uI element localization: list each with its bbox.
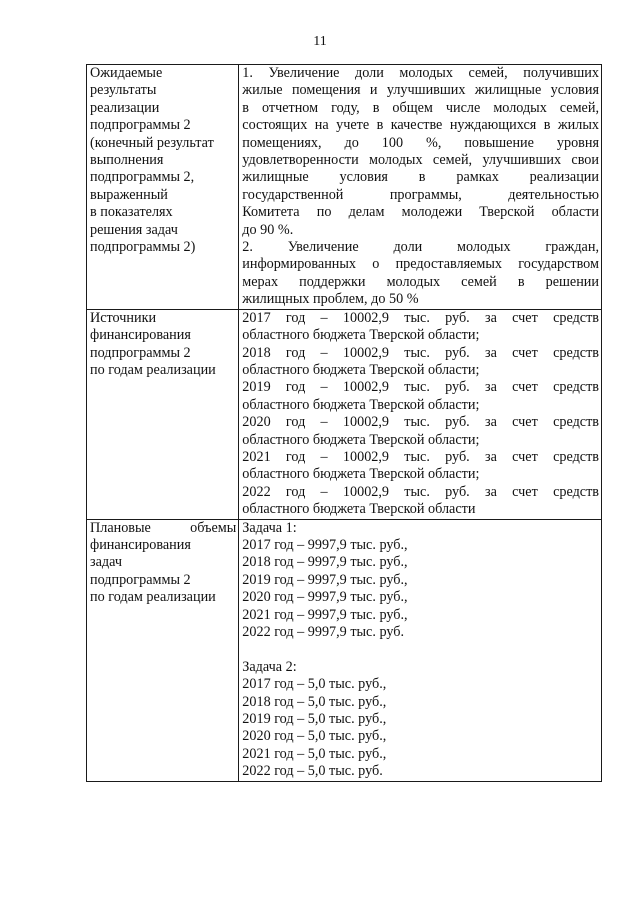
funding-source-line: областного бюджета Тверской области; [242, 361, 480, 378]
expected-results-text-line: информированных о предоставляемых государством [242, 256, 599, 273]
task-amount-line: 2022 год – 5,0 тыс. руб. [242, 763, 383, 780]
expected-results-text-line: Комитета по делам молодежи Тверской области [242, 204, 599, 221]
task-amount-line: 2021 год – 9997,9 тыс. руб., [242, 606, 408, 623]
funding-source-line: областного бюджета Тверской области; [242, 431, 480, 448]
expected-results-text-line: жилищные условия в рамках реализации [242, 169, 599, 186]
expected-results-text-line: удовлетворенности молодых семей, улучшивших свои [242, 152, 599, 169]
table-row-funding-sources [87, 309, 602, 519]
funding-year-line: 2021 год – 10002,9 тыс. руб. за счет средств [242, 448, 599, 465]
funding-sources-value-cell [239, 309, 602, 519]
funding-sources-label-cell [87, 309, 239, 519]
expected-results-label-line: Ожидаемые [90, 65, 163, 81]
expected-results-text-line: помещениях, до 100 %, повышение уровня [242, 134, 599, 151]
page-number: 11 [313, 34, 327, 49]
funding-source-line: областного бюджета Тверской области [242, 501, 476, 518]
table-row-expected-results [87, 65, 602, 310]
task-amount-line: 2019 год – 5,0 тыс. руб., [242, 711, 387, 728]
planned-funding-label-line: задач [90, 554, 122, 571]
planned-funding-label-line: финансирования [90, 536, 191, 553]
expected-results-text-line: до 90 %. [242, 221, 294, 238]
funding-source-line: областного бюджета Тверской области; [242, 466, 480, 483]
task-amount-line: 2018 год – 9997,9 тыс. руб., [242, 554, 408, 571]
expected-results-label-line: выполнения [90, 152, 164, 169]
expected-results-label-line: (конечный результат [90, 134, 214, 151]
task-heading: Задача 1: [242, 519, 297, 536]
expected-results-label-line: подпрограммы 2, [90, 169, 195, 186]
task-amount-line: 2022 год – 9997,9 тыс. руб. [242, 624, 405, 640]
expected-results-label-line: в показателях [90, 204, 173, 221]
funding-sources-label-line: финансирования [90, 327, 191, 344]
subprogram-passport-table [86, 64, 602, 782]
planned-funding-label-line: Плановые объемы [90, 519, 237, 536]
expected-results-text-line: в отчетном году, в общем числе молодых семей, [242, 99, 599, 116]
task-heading: Задача 2: [242, 658, 297, 675]
expected-results-value-cell [239, 65, 602, 310]
funding-year-line: 2018 год – 10002,9 тыс. руб. за счет средств [242, 344, 599, 361]
funding-source-line: областного бюджета Тверской области; [242, 327, 480, 344]
expected-results-text-line: жилищных проблем, до 50 % [242, 291, 419, 308]
expected-results-text-line: жилые помещения и улучшивших жилищные условия [242, 82, 599, 99]
funding-sources-label-line: по годам реализации [90, 361, 216, 378]
task-amount-line: 2017 год – 9997,9 тыс. руб., [242, 536, 408, 553]
task-amount-line: 2020 год – 9997,9 тыс. руб., [242, 589, 408, 606]
funding-source-line: областного бюджета Тверской области; [242, 396, 480, 413]
expected-results-text-line: 1. Увеличение доли молодых семей, получивших [242, 65, 599, 81]
expected-results-label-line: подпрограммы 2) [90, 239, 196, 256]
task-amount-line: 2021 год – 5,0 тыс. руб., [242, 745, 387, 762]
funding-year-line: 2019 год – 10002,9 тыс. руб. за счет средств [242, 379, 599, 396]
planned-funding-label-line: по годам реализации [90, 589, 216, 606]
expected-results-label-line: результаты [90, 82, 157, 99]
expected-results-label-line: подпрограммы 2 [90, 117, 191, 134]
expected-results-label-cell [87, 65, 239, 310]
task-amount-line: 2017 год – 5,0 тыс. руб., [242, 676, 387, 693]
planned-funding-label-line: подпрограммы 2 [90, 571, 191, 588]
task-amount-line: 2018 год – 5,0 тыс. руб., [242, 693, 387, 710]
expected-results-text-line: мерах поддержки молодых семей в решении [242, 273, 599, 290]
expected-results-text-line: 2. Увеличение доли молодых граждан, [242, 239, 599, 256]
task-amount-line: 2020 год – 5,0 тыс. руб., [242, 728, 387, 745]
funding-year-line: 2022 год – 10002,9 тыс. руб. за счет средств [242, 483, 599, 500]
expected-results-text-line: государственной программы, деятельностью [242, 186, 599, 203]
expected-results-label-line: решения задач [90, 221, 178, 238]
funding-year-line: 2020 год – 10002,9 тыс. руб. за счет средств [242, 414, 599, 431]
task-amount-line: 2019 год – 9997,9 тыс. руб., [242, 571, 408, 588]
planned-funding-label-cell [87, 519, 239, 781]
funding-sources-label-line: Источники [90, 309, 157, 326]
funding-year-line: 2017 год – 10002,9 тыс. руб. за счет средств [242, 309, 599, 326]
expected-results-label-line: реализации [90, 99, 160, 116]
table-row-planned-funding [87, 519, 602, 781]
blank-line [242, 641, 599, 658]
expected-results-text-line: состоящих на учете в качестве нуждающихся в жилых [242, 117, 599, 134]
funding-sources-label-line: подпрограммы 2 [90, 344, 191, 361]
expected-results-label-line: выраженный [90, 186, 168, 203]
planned-funding-value-cell [239, 519, 602, 781]
